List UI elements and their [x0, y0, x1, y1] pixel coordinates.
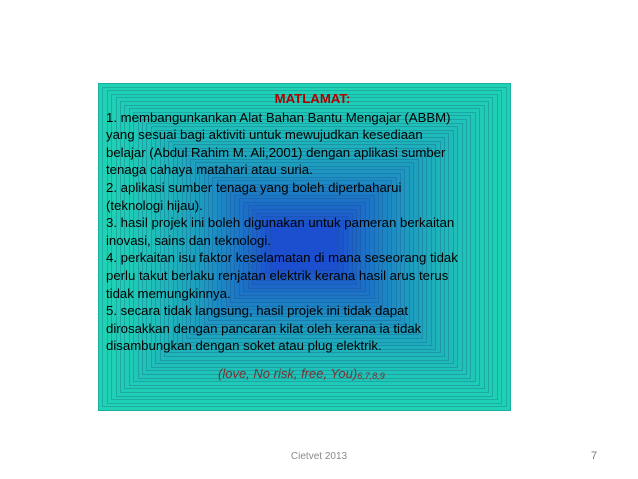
text-line: perlu takut berlaku renjatan elektrik kerana hasil arus terus	[106, 267, 449, 283]
content-text	[106, 90, 507, 385]
reference-note	[106, 365, 507, 385]
text-line: disambungkan dengan soket atau plug elektrik.	[106, 338, 382, 354]
text-line: yang sesuai bagi aktiviti untuk mewujudkan kesediaan	[106, 127, 423, 143]
text-line: 5. secara tidak langsung, hasil projek ini tidak dapat	[106, 303, 409, 319]
objective-lines	[106, 109, 507, 355]
text-line: 2. aplikasi sumber tenaga yang boleh diperbaharui	[106, 179, 402, 195]
text-line: tidak memungkinnya.	[106, 285, 231, 301]
slide-title: MATLAMAT:	[274, 91, 351, 106]
text-line: 1. membangunkankan Alat Bahan Bantu Mengajar (ABBM)	[106, 109, 451, 125]
text-line: belajar (Abdul Rahim M. Ali,2001) dengan aplikasi sumber	[106, 144, 446, 160]
reference-superscript: 6,7,8,9	[357, 370, 385, 381]
text-line: 3. hasil projek ini boleh digunakan untuk pameran berkaitan	[106, 215, 455, 231]
text-line: 4. perkaitan isu faktor keselamatan di mana seseorang tidak	[106, 250, 458, 266]
text-line: inovasi, sains dan teknologi.	[106, 232, 271, 248]
text-line: tenaga cahaya matahari atau suria.	[106, 162, 313, 178]
content-box	[98, 83, 511, 411]
page-number: 7	[591, 450, 598, 462]
text-line: dirosakkan dengan pancaran kilat oleh kerana ia tidak	[106, 320, 422, 336]
reference-text: (love, No risk, free, You)	[218, 365, 358, 381]
text-line: (teknologi hijau).	[106, 197, 203, 213]
footer-text: Cietvet 2013	[290, 451, 348, 462]
